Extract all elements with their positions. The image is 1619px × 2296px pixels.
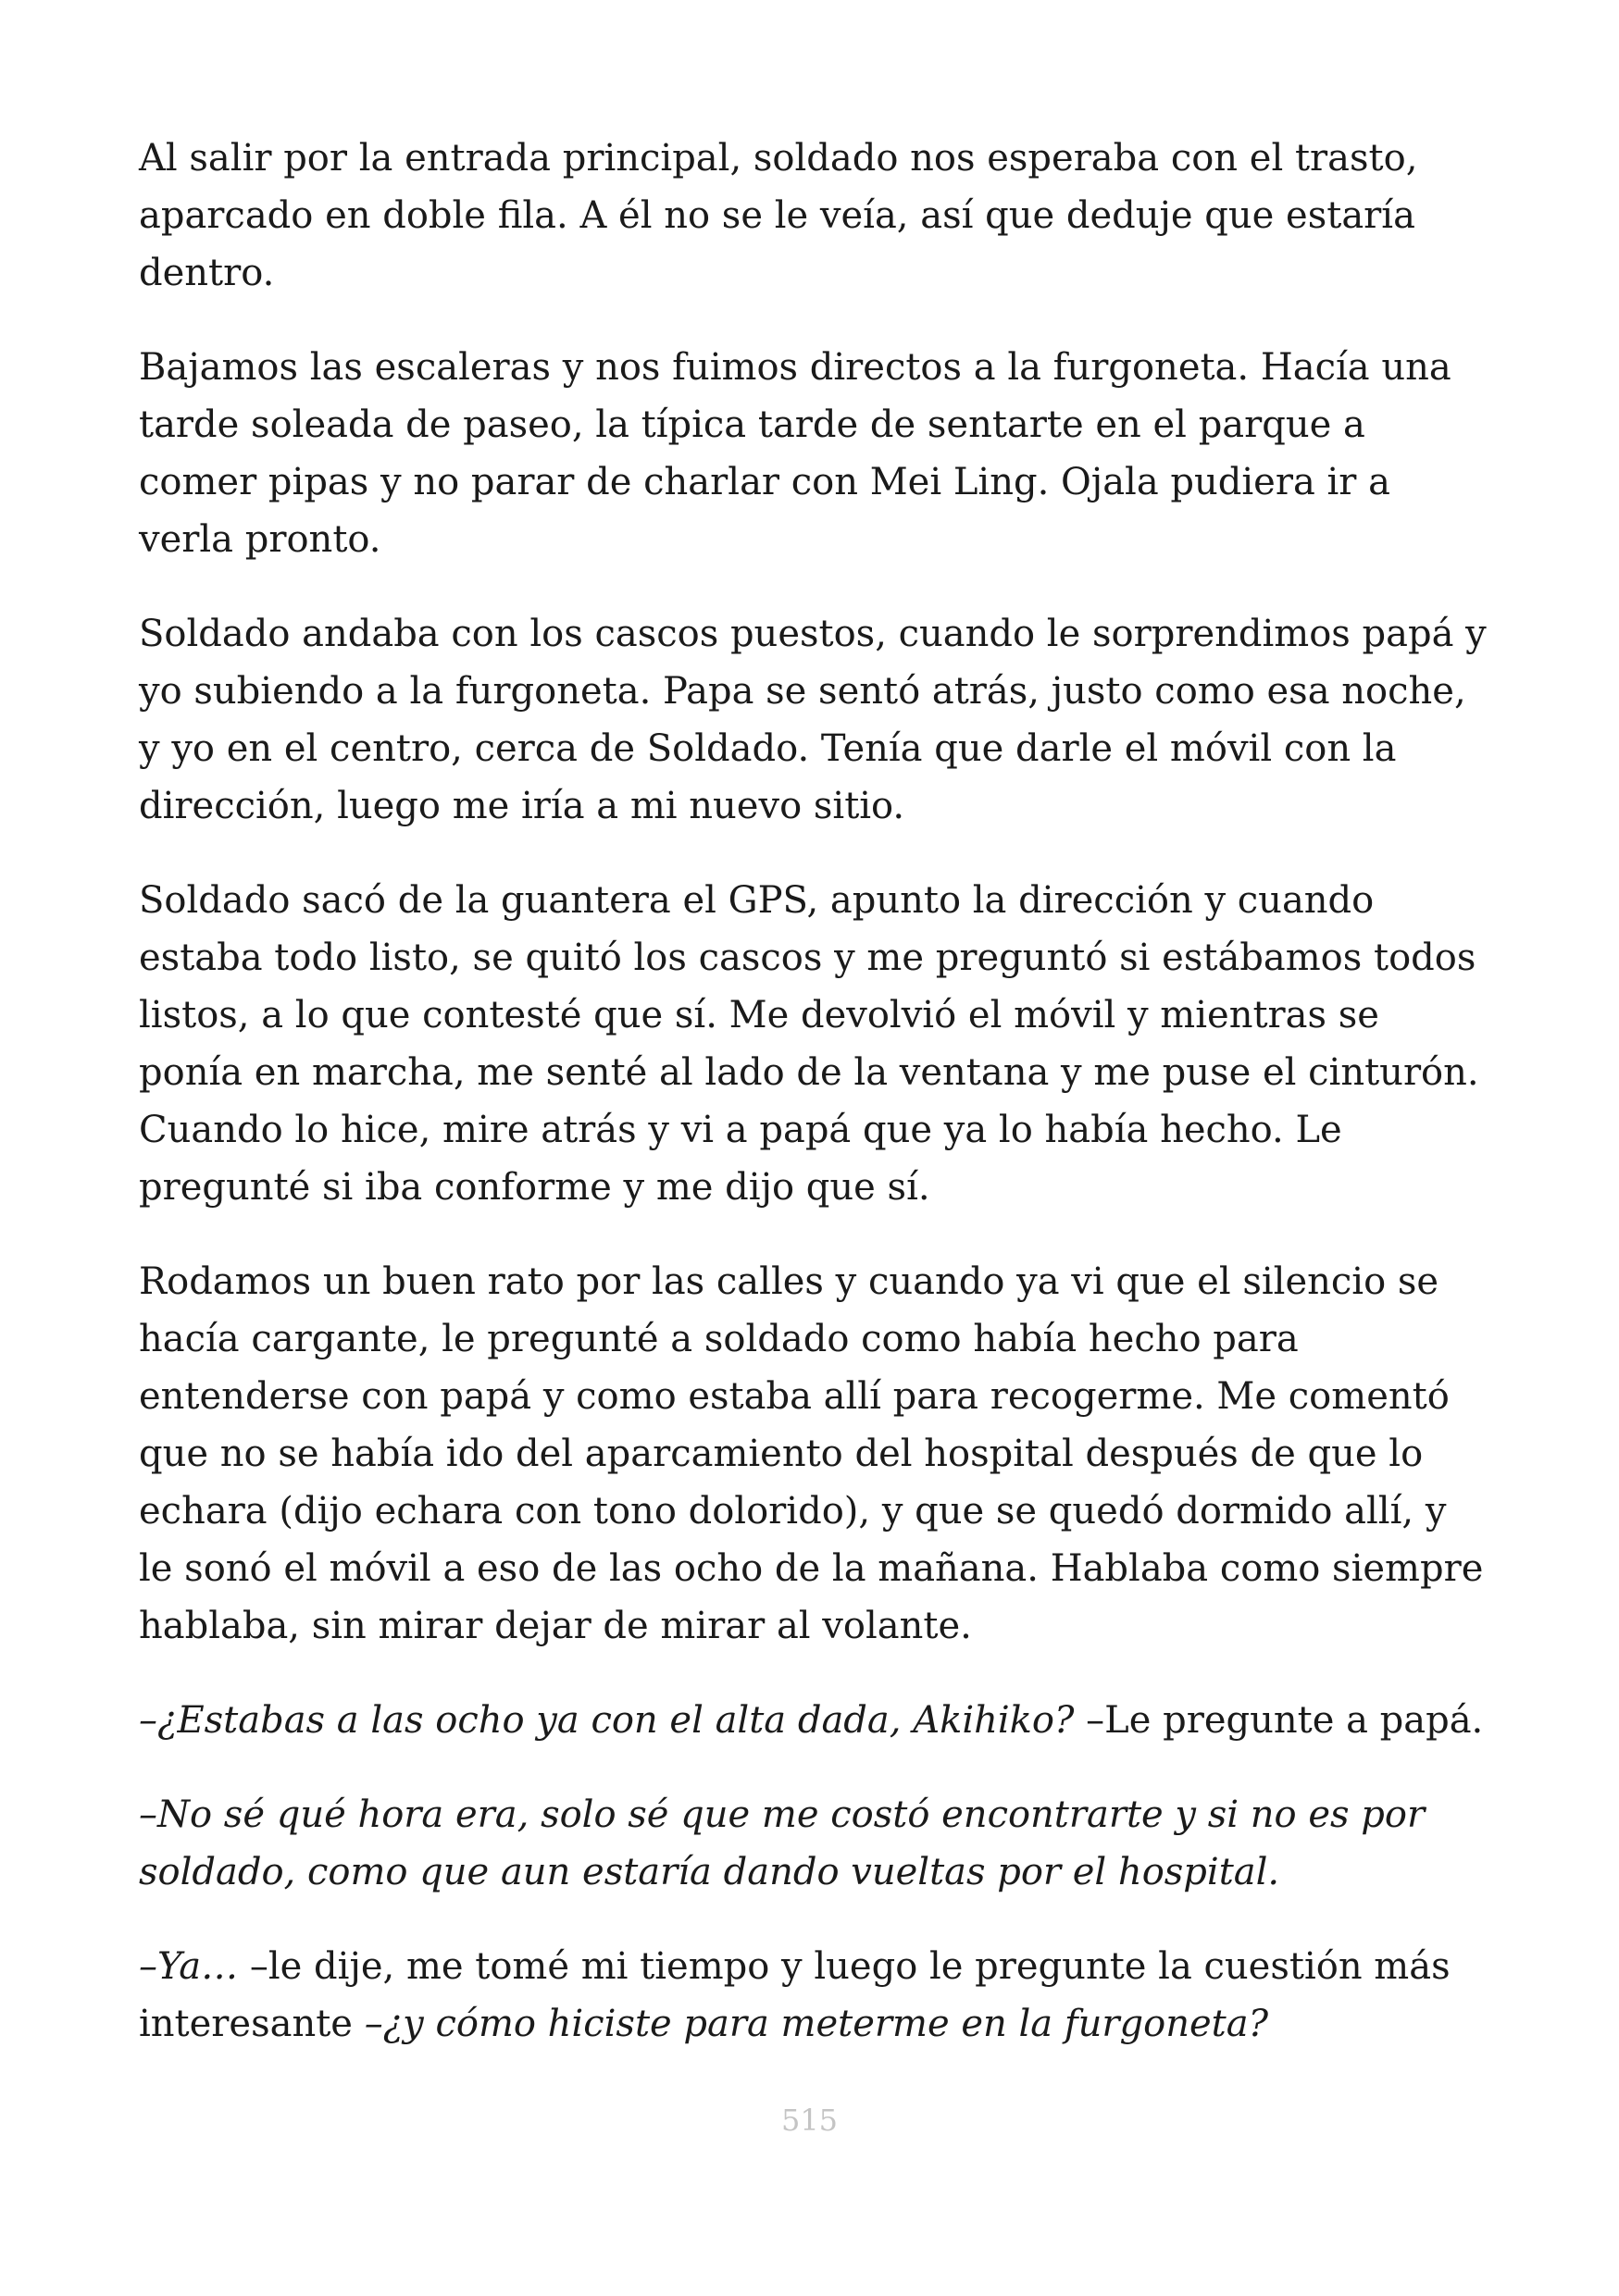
paragraph: Soldado andaba con los cascos puestos, cuando le sorprendimos papá y yo subiendo a la furgoneta. Papa se sentó atrás, justo como esa noche, y yo en el centro, cerca de Soldado. Tenía que darle el móvil con la dirección, luego me iría a mi nuevo sitio. bbox=[139, 613, 1487, 827]
dialogue-narration: –Le pregunte a papá. bbox=[1074, 1699, 1484, 1742]
dialogue-speech: –Ya… bbox=[139, 1945, 239, 1988]
paragraph: Rodamos un buen rato por las calles y cuando ya vi que el silencio se hacía cargante, le pregunté a soldado como había hecho para entenderse con papá y como estaba allí para recogerme. Me comentó que no se había ido del aparcamiento del hospital después de que lo echara (dijo echara con tono dolorido), y que se quedó dormido allí, y le sonó el móvil a eso de las ocho de la mañana. Hablaba como siempre hablaba, sin mirar dejar de mirar al volante. bbox=[139, 1260, 1484, 1647]
dialogue-speech: –¿y cómo hiciste para meterme en la furgoneta? bbox=[364, 2003, 1269, 2045]
dialogue-line bbox=[139, 1692, 1490, 1749]
paragraph: Bajamos las escaleras y nos fuimos directos a la furgoneta. Hacía una tarde soleada de paseo, la típica tarde de sentarte en el parque a comer pipas y no parar de charlar con Mei Ling. Ojala pudiera ir a verla pronto. bbox=[139, 346, 1451, 561]
dialogue-speech: –No sé qué hora era, solo sé que me costó encontrarte y si no es por soldado, como que aun estaría dando vueltas por el hospital. bbox=[139, 1793, 1426, 1893]
dialogue-line bbox=[139, 1786, 1490, 1901]
paragraph: Soldado sacó de la guantera el GPS, apunto la dirección y cuando estaba todo listo, se quitó los cascos y me preguntó si estábamos todos listos, a lo que contesté que sí. Me devolvió el móvil y mientras se ponía en marcha, me senté al lado de la ventana y me puse el cinturón. Cuando lo hice, mire atrás y vi a papá que ya lo había hecho. Le pregunté si iba conforme y me dijo que sí. bbox=[139, 879, 1479, 1209]
dialogue-narration: –le dije, me tomé mi tiempo y luego le pregunte la cuestión más interesante bbox=[139, 1945, 1451, 2045]
body-text bbox=[139, 130, 1490, 2053]
dialogue-line bbox=[139, 1938, 1490, 2053]
page-number: 515 bbox=[780, 2103, 839, 2138]
paragraph: Al salir por la entrada principal, soldado nos esperaba con el trasto, aparcado en doble fila. A él no se le veía, así que deduje que estaría dentro. bbox=[139, 137, 1418, 294]
dialogue-speech: –¿Estabas a las ocho ya con el alta dada, Akihiko? bbox=[139, 1699, 1075, 1742]
